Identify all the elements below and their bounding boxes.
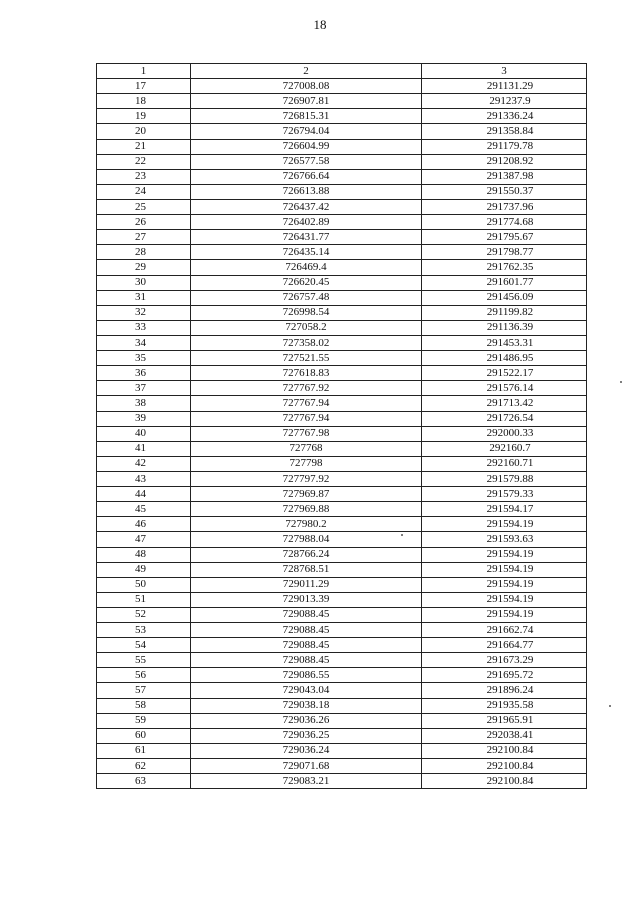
scan-speck [609,705,611,707]
y-coordinate-cell: 291199.82 [422,305,587,320]
x-coordinate-cell: 726402.89 [191,215,422,230]
y-coordinate-cell: 291550.37 [422,184,587,199]
y-coordinate-cell: 291486.95 [422,351,587,366]
x-coordinate-cell: 726794.04 [191,124,422,139]
column-header-x: 2 [191,64,422,79]
y-coordinate-cell: 291456.09 [422,290,587,305]
x-coordinate-cell: 729083.21 [191,774,422,789]
table-body [97,79,587,789]
x-coordinate-cell: 727618.83 [191,366,422,381]
table-row [97,592,587,607]
point-number-cell: 27 [97,230,191,245]
x-coordinate-cell: 729088.45 [191,607,422,622]
x-coordinate-cell: 727008.08 [191,79,422,94]
column-header-y: 3 [422,64,587,79]
y-coordinate-cell: 291453.31 [422,335,587,350]
table-row [97,154,587,169]
table-row [97,381,587,396]
x-coordinate-cell: 727768 [191,441,422,456]
x-coordinate-cell: 728768.51 [191,562,422,577]
y-coordinate-cell: 291579.88 [422,471,587,486]
point-number-cell: 53 [97,623,191,638]
point-number-cell: 61 [97,743,191,758]
point-number-cell: 24 [97,184,191,199]
x-coordinate-cell: 727767.98 [191,426,422,441]
table-row [97,713,587,728]
table-row [97,456,587,471]
x-coordinate-cell: 726435.14 [191,245,422,260]
x-coordinate-cell: 726577.58 [191,154,422,169]
x-coordinate-cell: 729036.24 [191,743,422,758]
y-coordinate-cell: 291762.35 [422,260,587,275]
point-number-cell: 39 [97,411,191,426]
y-coordinate-cell: 291237.9 [422,94,587,109]
y-coordinate-cell: 291336.24 [422,109,587,124]
table-row [97,124,587,139]
y-coordinate-cell: 291798.77 [422,245,587,260]
point-number-cell: 52 [97,607,191,622]
table-row [97,351,587,366]
table-row [97,305,587,320]
y-coordinate-cell: 291601.77 [422,275,587,290]
y-coordinate-cell: 292000.33 [422,426,587,441]
table-row [97,638,587,653]
table-row [97,774,587,789]
table-row [97,245,587,260]
x-coordinate-cell: 726766.64 [191,169,422,184]
point-number-cell: 20 [97,124,191,139]
point-number-cell: 22 [97,154,191,169]
x-coordinate-cell: 727798 [191,456,422,471]
point-number-cell: 33 [97,320,191,335]
point-number-cell: 41 [97,441,191,456]
y-coordinate-cell: 291594.19 [422,547,587,562]
x-coordinate-cell: 726620.45 [191,275,422,290]
x-coordinate-cell: 729088.45 [191,653,422,668]
page-number: 18 [313,17,327,32]
y-coordinate-cell: 291136.39 [422,320,587,335]
y-coordinate-cell: 291664.77 [422,638,587,653]
table-row [97,653,587,668]
x-coordinate-cell: 727980.2 [191,517,422,532]
point-number-cell: 48 [97,547,191,562]
x-coordinate-cell: 726815.31 [191,109,422,124]
y-coordinate-cell: 292160.7 [422,441,587,456]
table-row [97,441,587,456]
table-row [97,577,587,592]
y-coordinate-cell: 291795.67 [422,230,587,245]
point-number-cell: 44 [97,487,191,502]
x-coordinate-cell: 729086.55 [191,668,422,683]
x-coordinate-cell: 727767.94 [191,411,422,426]
y-coordinate-cell: 291695.72 [422,668,587,683]
x-coordinate-cell: 728766.24 [191,547,422,562]
table-row [97,396,587,411]
point-number-cell: 46 [97,517,191,532]
point-number-cell: 35 [97,351,191,366]
y-coordinate-cell: 291774.68 [422,215,587,230]
table-row [97,94,587,109]
y-coordinate-cell: 291579.33 [422,487,587,502]
y-coordinate-cell: 291594.17 [422,502,587,517]
x-coordinate-cell: 729036.25 [191,728,422,743]
y-coordinate-cell: 291208.92 [422,154,587,169]
y-coordinate-cell: 292100.84 [422,743,587,758]
y-coordinate-cell: 291896.24 [422,683,587,698]
y-coordinate-cell: 291673.29 [422,653,587,668]
x-coordinate-cell: 726998.54 [191,305,422,320]
point-number-cell: 34 [97,335,191,350]
table-row [97,109,587,124]
y-coordinate-cell: 291713.42 [422,396,587,411]
x-coordinate-cell: 726469.4 [191,260,422,275]
table-row [97,184,587,199]
table-row [97,320,587,335]
point-number-cell: 56 [97,668,191,683]
point-number-cell: 29 [97,260,191,275]
x-coordinate-cell: 726437.42 [191,199,422,214]
point-number-cell: 19 [97,109,191,124]
table-row [97,487,587,502]
point-number-cell: 45 [97,502,191,517]
y-coordinate-cell: 292160.71 [422,456,587,471]
table-row [97,743,587,758]
y-coordinate-cell: 291179.78 [422,139,587,154]
point-number-cell: 28 [97,245,191,260]
point-number-cell: 18 [97,94,191,109]
table-row [97,759,587,774]
y-coordinate-cell: 291522.17 [422,366,587,381]
x-coordinate-cell: 729043.04 [191,683,422,698]
scan-speck [401,534,403,536]
table-row [97,290,587,305]
x-coordinate-cell: 727358.02 [191,335,422,350]
point-number-cell: 50 [97,577,191,592]
y-coordinate-cell: 292100.84 [422,774,587,789]
point-number-cell: 17 [97,79,191,94]
y-coordinate-cell: 291594.19 [422,592,587,607]
y-coordinate-cell: 292100.84 [422,759,587,774]
table-row [97,79,587,94]
table-header-row [97,64,587,79]
x-coordinate-cell: 726757.48 [191,290,422,305]
x-coordinate-cell: 727969.87 [191,487,422,502]
table-row [97,260,587,275]
x-coordinate-cell: 726604.99 [191,139,422,154]
y-coordinate-cell: 291662.74 [422,623,587,638]
y-coordinate-cell: 291594.19 [422,577,587,592]
point-number-cell: 40 [97,426,191,441]
x-coordinate-cell: 729013.39 [191,592,422,607]
x-coordinate-cell: 727521.55 [191,351,422,366]
point-number-cell: 51 [97,592,191,607]
table-row [97,683,587,698]
table-row [97,275,587,290]
table-row [97,607,587,622]
coordinates-table [96,63,587,789]
table-row [97,502,587,517]
point-number-cell: 63 [97,774,191,789]
table-row [97,411,587,426]
table-row [97,366,587,381]
table-row [97,668,587,683]
y-coordinate-cell: 291965.91 [422,713,587,728]
point-number-cell: 25 [97,199,191,214]
point-number-cell: 31 [97,290,191,305]
x-coordinate-cell: 729036.26 [191,713,422,728]
table-row [97,562,587,577]
x-coordinate-cell: 726431.77 [191,230,422,245]
table-row [97,139,587,154]
point-number-cell: 60 [97,728,191,743]
y-coordinate-cell: 292038.41 [422,728,587,743]
table-row [97,215,587,230]
point-number-cell: 42 [97,456,191,471]
table-row [97,426,587,441]
x-coordinate-cell: 729088.45 [191,638,422,653]
x-coordinate-cell: 729011.29 [191,577,422,592]
point-number-cell: 32 [97,305,191,320]
column-header-index: 1 [97,64,191,79]
x-coordinate-cell: 726907.81 [191,94,422,109]
point-number-cell: 37 [97,381,191,396]
x-coordinate-cell: 727797.92 [191,471,422,486]
table-row [97,698,587,713]
table-row [97,471,587,486]
point-number-cell: 38 [97,396,191,411]
y-coordinate-cell: 291576.14 [422,381,587,396]
y-coordinate-cell: 291935.58 [422,698,587,713]
point-number-cell: 55 [97,653,191,668]
table-row [97,623,587,638]
table-row [97,199,587,214]
table-row [97,532,587,547]
point-number-cell: 23 [97,169,191,184]
point-number-cell: 30 [97,275,191,290]
x-coordinate-cell: 729071.68 [191,759,422,774]
x-coordinate-cell: 726613.88 [191,184,422,199]
y-coordinate-cell: 291594.19 [422,562,587,577]
x-coordinate-cell: 727969.88 [191,502,422,517]
x-coordinate-cell: 727058.2 [191,320,422,335]
x-coordinate-cell: 729038.18 [191,698,422,713]
x-coordinate-cell: 729088.45 [191,623,422,638]
point-number-cell: 47 [97,532,191,547]
table-row [97,517,587,532]
table-row [97,230,587,245]
y-coordinate-cell: 291594.19 [422,517,587,532]
y-coordinate-cell: 291358.84 [422,124,587,139]
point-number-cell: 58 [97,698,191,713]
y-coordinate-cell: 291726.54 [422,411,587,426]
y-coordinate-cell: 291594.19 [422,607,587,622]
point-number-cell: 62 [97,759,191,774]
table-row [97,728,587,743]
point-number-cell: 57 [97,683,191,698]
x-coordinate-cell: 727767.94 [191,396,422,411]
y-coordinate-cell: 291131.29 [422,79,587,94]
point-number-cell: 43 [97,471,191,486]
y-coordinate-cell: 291593.63 [422,532,587,547]
point-number-cell: 26 [97,215,191,230]
table-row [97,547,587,562]
x-coordinate-cell: 727988.04 [191,532,422,547]
y-coordinate-cell: 291387.98 [422,169,587,184]
table-row [97,335,587,350]
y-coordinate-cell: 291737.96 [422,199,587,214]
point-number-cell: 49 [97,562,191,577]
point-number-cell: 54 [97,638,191,653]
x-coordinate-cell: 727767.92 [191,381,422,396]
point-number-cell: 21 [97,139,191,154]
point-number-cell: 36 [97,366,191,381]
table-row [97,169,587,184]
scan-speck [620,381,622,383]
point-number-cell: 59 [97,713,191,728]
